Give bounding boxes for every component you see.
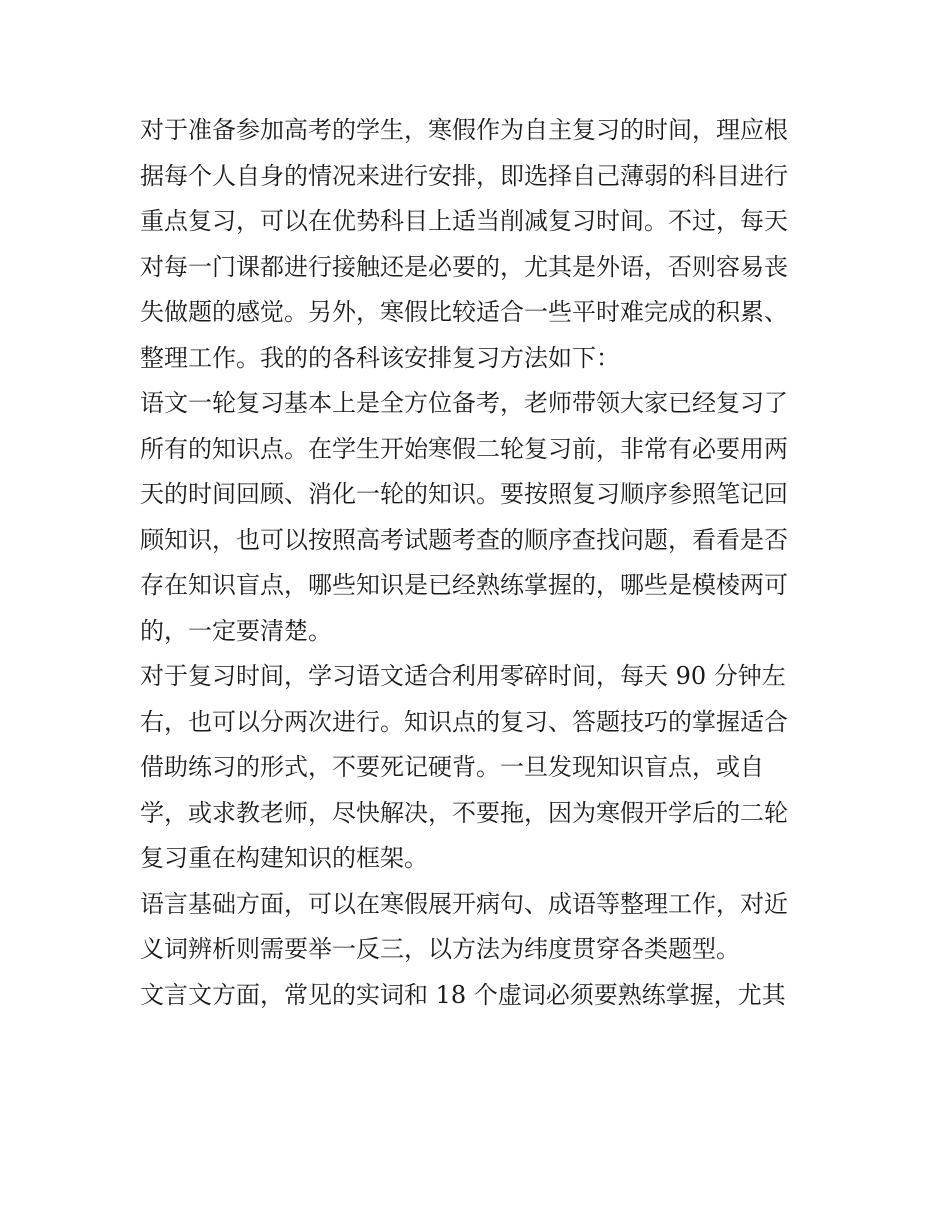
text-line: 据每个人自身的情况来进行安排，即选择自己薄弱的科目进行 xyxy=(140,161,788,190)
text-line: 对于复习时间，学习语文适合利用零碎时间，每天 90 分钟左 xyxy=(140,662,786,690)
text-line: 整理工作。我的的各科该安排复习方法如下： xyxy=(140,343,620,372)
text-line: 天的时间回顾、消化一轮的知识。要按照复习顺序参照笔记回 xyxy=(140,480,788,508)
text-line: 学，或求教老师，尽快解决，不要拖，因为寒假开学后的二轮 xyxy=(140,798,788,827)
text-line: 语言基础方面，可以在寒假展开病句、成语等整理工作，对近 xyxy=(140,889,788,918)
text-line: 重点复习，可以在优势科目上适当削减复习时间。不过，每天 xyxy=(140,207,788,235)
text-line: 对于准备参加高考的学生，寒假作为自主复习的时间，理应根 xyxy=(140,116,788,144)
text-line: 失做题的感觉。另外，寒假比较适合一些平时难完成的积累、 xyxy=(140,298,788,326)
text-line: 右，也可以分两次进行。知识点的复习、答题技巧的掌握适合 xyxy=(140,707,788,736)
text-line: 语文一轮复习基本上是全方位备考，老师带领大家已经复习了 xyxy=(140,389,788,417)
text-line: 义词辨析则需要举一反三，以方法为纬度贯穿各类题型。 xyxy=(140,935,740,963)
text-line: 所有的知识点。在学生开始寒假二轮复习前，非常有必要用两 xyxy=(140,434,788,463)
text-line: 顾知识，也可以按照高考试题考查的顺序查找问题，看看是否 xyxy=(140,525,788,554)
text-line: 文言文方面，常见的实词和 18 个虚词必须要熟练掌握，尤其 xyxy=(140,980,786,1009)
text-line: 借助练习的形式，不要死记硬背。一旦发现知识盲点，或自 xyxy=(140,753,764,781)
text-line: 存在知识盲点，哪些知识是已经熟练掌握的，哪些是模棱两可 xyxy=(140,571,788,599)
text-line: 对每一门课都进行接触还是必要的，尤其是外语，否则容易丧 xyxy=(140,252,788,281)
body-text xyxy=(140,108,830,1018)
text-line: 的，一定要清楚。 xyxy=(140,616,332,645)
text-line: 复习重在构建知识的框架。 xyxy=(140,844,428,872)
